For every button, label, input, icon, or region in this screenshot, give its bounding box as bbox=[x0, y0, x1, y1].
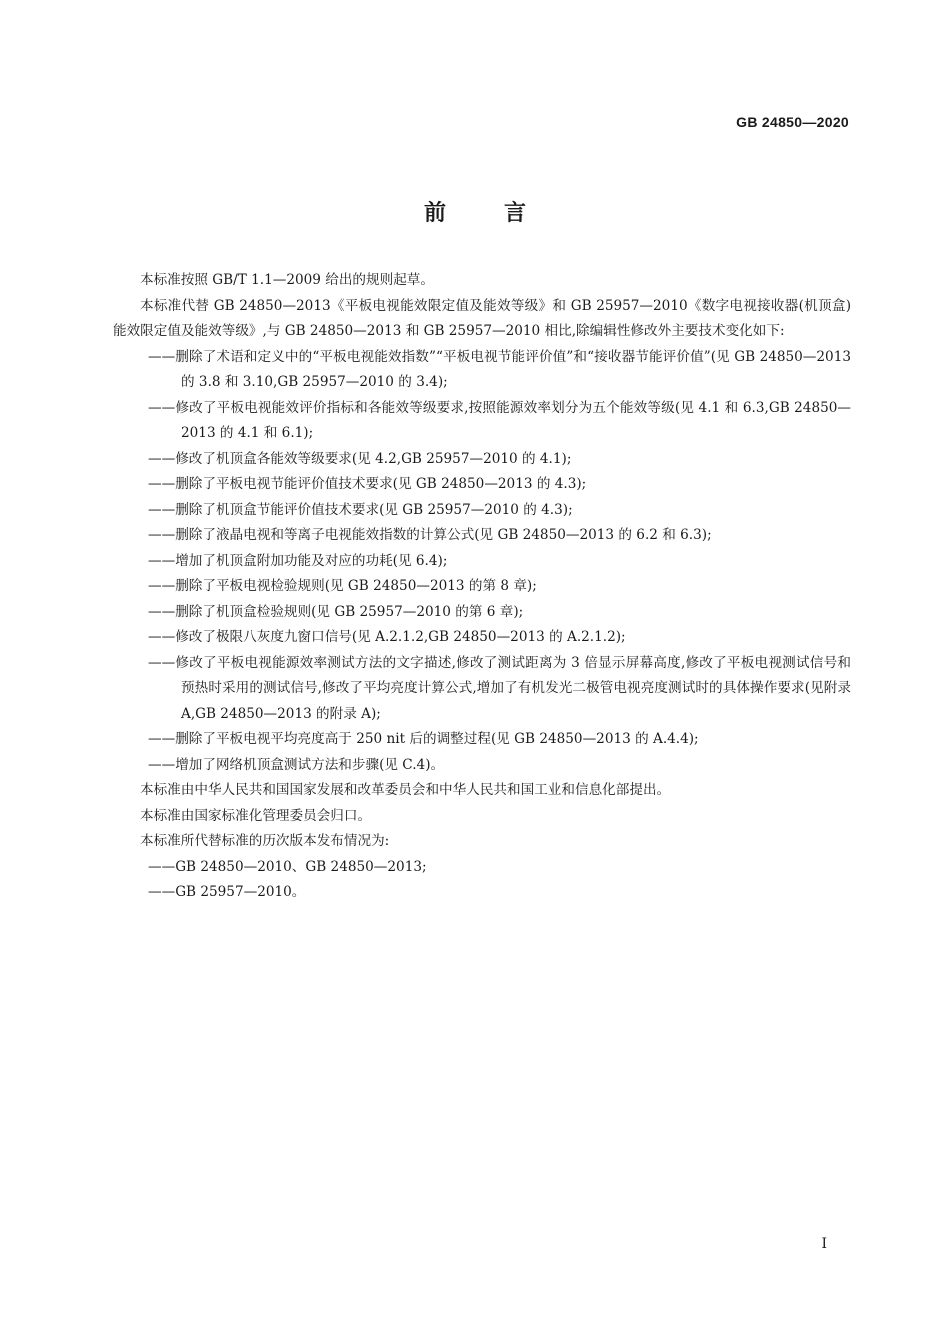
page-title: 前言 bbox=[423, 201, 584, 226]
list-item: ——删除了术语和定义中的“平板电视能效指数”“平板电视节能评价值”和“接收器节能评价值”(见 GB 24850—2013 的 3.8 和 3.10,GB 25957—2010 的 3.4); bbox=[148, 348, 851, 390]
changes-list bbox=[113, 345, 851, 779]
paragraph-proposer: 本标准由中华人民共和国国家发展和改革委员会和中华人民共和国工业和信息化部提出。 bbox=[140, 782, 671, 798]
history-list bbox=[113, 855, 851, 906]
page-number: I bbox=[821, 1236, 827, 1252]
list-item: ——修改了机顶盒各能效等级要求(见 4.2,GB 25957—2010 的 4.1); bbox=[148, 450, 572, 467]
paragraph-administrator: 本标准由国家标准化管理委员会归口。 bbox=[140, 807, 372, 824]
list-item: ——删除了平板电视检验规则(见 GB 24850—2013 的第 8 章); bbox=[148, 578, 537, 594]
paragraph-history-intro: 本标准所代替标准的历次版本发布情况为: bbox=[140, 833, 390, 849]
list-item: ——GB 25957—2010。 bbox=[148, 884, 306, 900]
standard-code: GB 24850—2020 bbox=[736, 114, 849, 130]
document-body bbox=[113, 268, 851, 906]
list-item: ——删除了液晶电视和等离子电视能效指数的计算公式(见 GB 24850—2013 的 6.2 和 6.3); bbox=[148, 527, 712, 543]
paragraph-replacement: 本标准代替 GB 24850—2013《平板电视能效限定值及能效等级》和 GB 25957—2010《数字电视接收器(机顶盒)能效限定值及能效等级》,与 GB 24850—2013 和 GB 25957—2010 相比,除编辑性修改外主要技术变化如下: bbox=[113, 297, 851, 339]
list-item: ——删除了平板电视节能评价值技术要求(见 GB 24850—2013 的 4.3); bbox=[148, 476, 587, 492]
list-item: ——修改了平板电视能源效率测试方法的文字描述,修改了测试距离为 3 倍显示屏幕高度,修改了平板电视测试信号和预热时采用的测试信号,修改了平均亮度计算公式,增加了有机发光二极管电视亮度测试时的具体操作要求(见附录 A,GB 24850—2013 的附录 A); bbox=[148, 654, 851, 722]
paragraph-drafting-rules: 本标准按照 GB/T 1.1—2009 给出的规则起草。 bbox=[140, 272, 434, 288]
list-item: ——删除了平板电视平均亮度高于 250 nit 后的调整过程(见 GB 24850—2013 的 A.4.4); bbox=[148, 731, 699, 747]
list-item: ——删除了机顶盒节能评价值技术要求(见 GB 25957—2010 的 4.3); bbox=[148, 501, 573, 518]
list-item: ——增加了网络机顶盒测试方法和步骤(见 C.4)。 bbox=[148, 756, 445, 773]
list-item: ——修改了平板电视能效评价指标和各能效等级要求,按照能源效率划分为五个能效等级(见 4.1 和 6.3,GB 24850—2013 的 4.1 和 6.1); bbox=[148, 399, 851, 441]
list-item: ——修改了极限八灰度九窗口信号(见 A.2.1.2,GB 24850—2013 的 A.2.1.2); bbox=[148, 629, 626, 645]
list-item: ——增加了机顶盒附加功能及对应的功耗(见 6.4); bbox=[148, 552, 448, 569]
list-item: ——删除了机顶盒检验规则(见 GB 25957—2010 的第 6 章); bbox=[148, 603, 524, 620]
list-item: ——GB 24850—2010、GB 24850—2013; bbox=[148, 858, 427, 875]
